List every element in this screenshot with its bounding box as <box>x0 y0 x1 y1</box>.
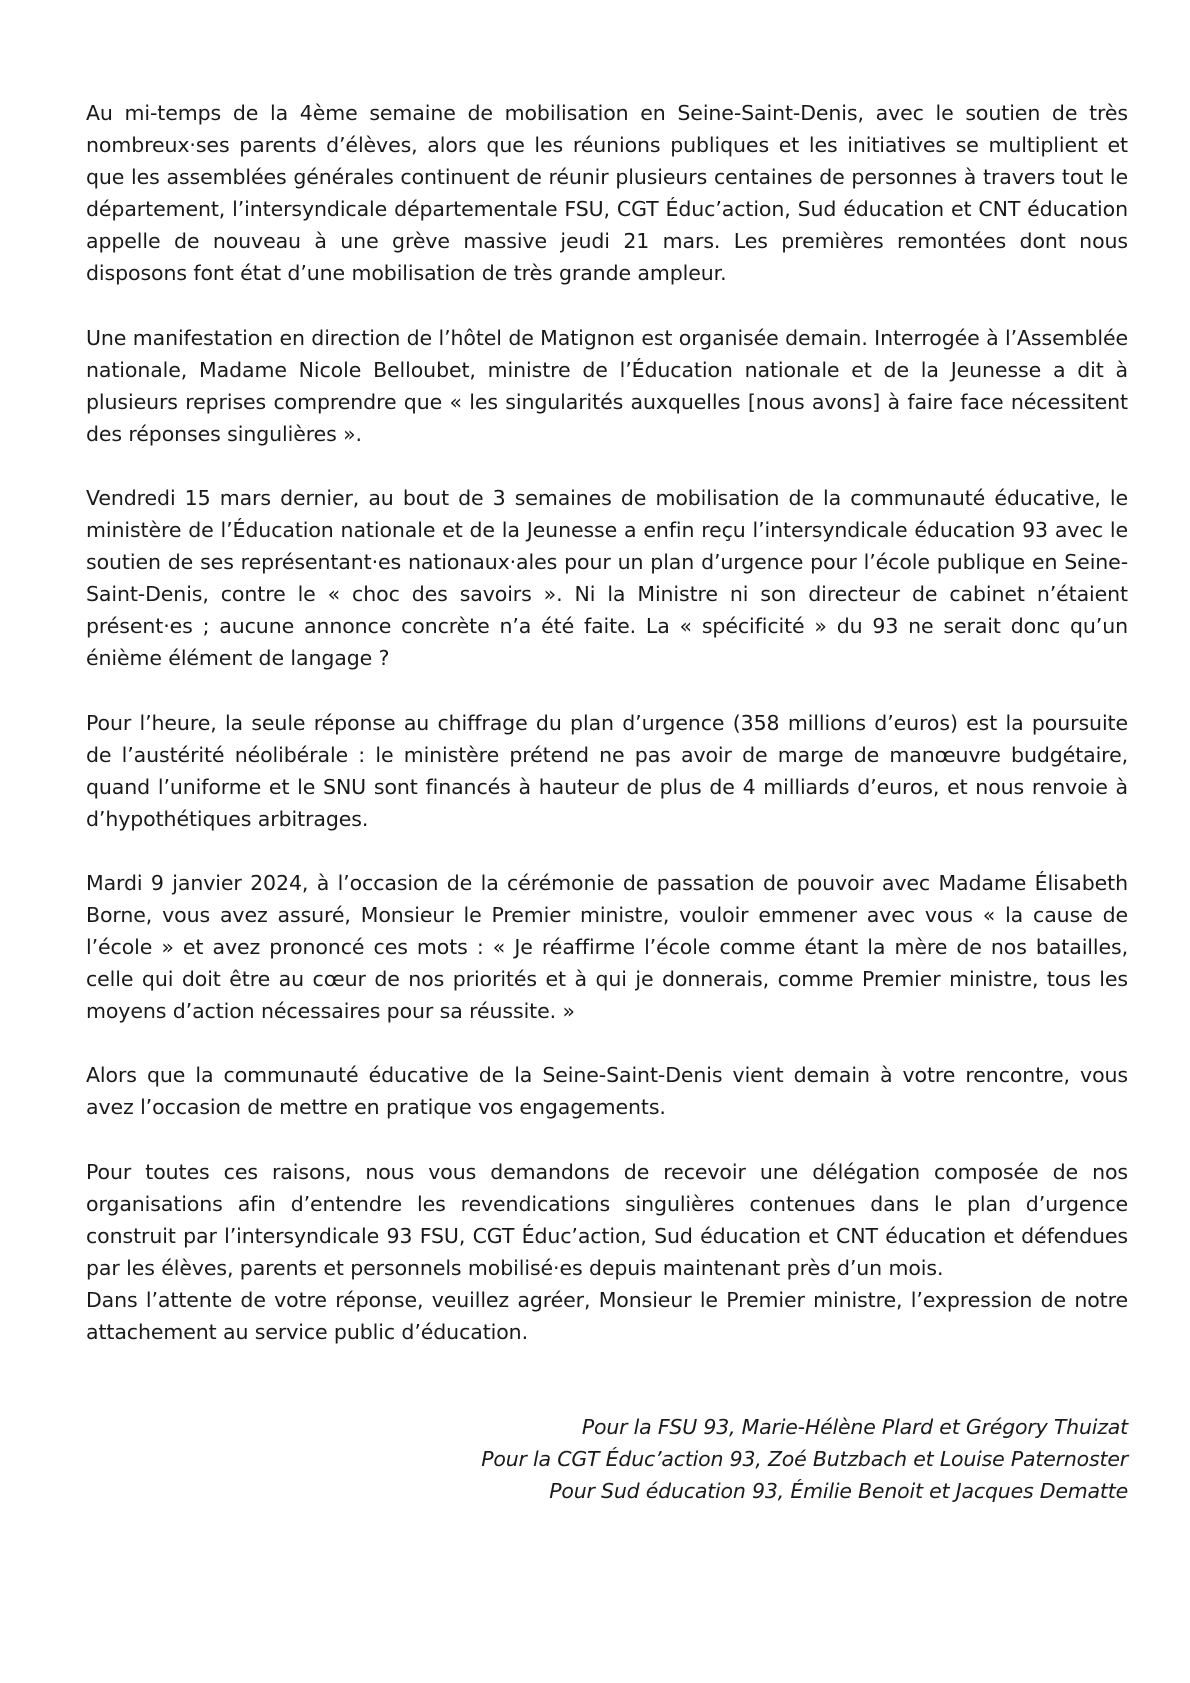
paragraph-prime-minister-quote: Mardi 9 janvier 2024, à l’occasion de la cérémonie de passation de pouvoir avec Madame Élisabeth Borne, vous avez assuré, Monsieur le Premier ministre, vouloir emmener avec vous « la cause de l’école » et avez prononcé ces mots : « Je réaffirme l’école comme étant la mère de nos batailles, celle qui doit être au cœur de nos priorités et à qui je donnerais, comme Premier ministre, tous les moyens d’action nécessaires pour sa réussite. » <box>86 870 1128 1024</box>
signature-fsu: Pour la FSU 93, Marie-Hélène Plard et Grégory Thuizat <box>581 1415 1128 1439</box>
signature-cgt: Pour la CGT Éduc’action 93, Zoé Butzbach et Louise Paternoster <box>481 1447 1128 1472</box>
paragraph-budget: Pour l’heure, la seule réponse au chiffrage du plan d’urgence (358 millions d’euros) est la poursuite de l’austérité néolibérale : le ministère prétend ne pas avoir de marge de manœuvre budgétaire, quand l’uniforme et le SNU sont financés à hauteur de plus de 4 milliards d’euros, et nous renvoie à d’hypothétiques arbitrages. <box>86 710 1128 831</box>
signature-block <box>481 1411 1128 1507</box>
paragraph-closing: Dans l’attente de votre réponse, veuillez agréer, Monsieur le Premier ministre, l’expression de notre attachement au service public d’éducation. <box>86 1287 1128 1344</box>
letter-body <box>86 97 1128 1380</box>
paragraph-mobilisation: Au mi-temps de la 4ème semaine de mobilisation en Seine-Saint-Denis, avec le soutien de très nombreux·ses parents d’élèves, alors que les réunions publiques et les initiatives se multiplient et que les assemblées générales continuent de réunir plusieurs centaines de personnes à travers tout le département, l’intersyndicale départementale FSU, CGT Éduc’action, Sud éducation et CNT éducation appelle de nouveau à une grève massive jeudi 21 mars. Les premières remontées dont nous disposons font état d’une mobilisation de très grande ampleur. <box>86 101 1128 286</box>
paragraph-request: Pour toutes ces raisons, nous vous demandons de recevoir une délégation composée de nos organisations afin d’entendre les revendications singulières contenues dans le plan d’urgence construit par l’intersyndicale 93 FSU, CGT Éduc’action, Sud éducation et CNT éducation et défendues par les élèves, parents et personnels mobilisé·es depuis maintenant près d’un mois. <box>86 1159 1128 1280</box>
signature-sud: Pour Sud éducation 93, Émilie Benoit et Jacques Dematte <box>549 1479 1128 1504</box>
paragraph-commitments: Alors que la communauté éducative de la Seine-Saint-Denis vient demain à votre rencontre, vous avez l’occasion de mettre en pratique vos engagements. <box>86 1063 1128 1120</box>
paragraph-ministry-meeting: Vendredi 15 mars dernier, au bout de 3 semaines de mobilisation de la communauté éducative, le ministère de l’Éducation nationale et de la Jeunesse a enfin reçu l’intersyndicale éducation 93 avec le soutien de ses représentant·es nationaux·ales pour un plan d’urgence pour l’école publique en Seine-Saint-Denis, contre le « choc des savoirs ». Ni la Ministre ni son directeur de cabinet n’étaient présent·es ; aucune annonce concrète n’a été faite. La « spécificité » du 93 ne serait donc qu’un énième élément de langage ? <box>86 485 1128 671</box>
paragraph-manifestation: Une manifestation en direction de l’hôtel de Matignon est organisée demain. Interrogée à l’Assemblée nationale, Madame Nicole Belloubet, ministre de l’Éducation nationale et de la Jeunesse a dit à plusieurs reprises comprendre que « les singularités auxquelles [nous avons] à faire face nécessitent des réponses singulières ». <box>86 325 1128 446</box>
